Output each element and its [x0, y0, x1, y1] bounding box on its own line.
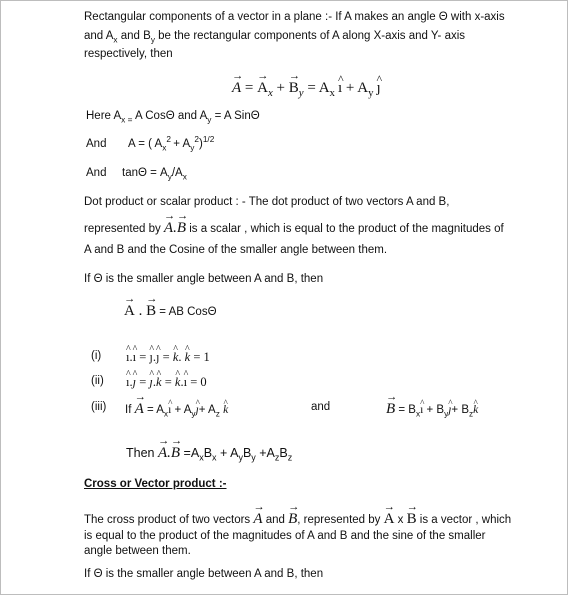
ay-term: A: [357, 80, 369, 96]
item-i-value: = 1: [190, 350, 210, 364]
dot-line-3: [84, 244, 387, 256]
dot-text-2a: represented by: [84, 223, 164, 235]
then-r6: B: [279, 446, 288, 460]
vector-by: → B: [289, 80, 299, 97]
item-ii-value: = 0: [187, 375, 207, 389]
dot-text-2b: is a scalar , which is equal to the product of the magnitudes of: [186, 223, 504, 235]
components-line: Here $A_x$ $_=$ A CosΘ and $A_y = A$ SinΘ: [86, 110, 260, 125]
tan-text-1: tanΘ = A: [122, 167, 168, 179]
dot-line-2: represented by → A.→ B is a scalar , which is equal to the product of the magnitudes of: [84, 220, 504, 237]
vector-b-2: → B: [146, 303, 156, 320]
magnitude-line: [86, 138, 106, 150]
tan-line: [86, 167, 106, 179]
dot-line-1: [84, 196, 510, 208]
plus-sign-2: +: [342, 80, 358, 96]
intro-text-3: respectively, then: [84, 48, 173, 60]
magnitude-text-2: + A: [173, 138, 191, 150]
equals-sign: =: [241, 80, 258, 96]
cross-line-1: The cross product of two vectors → A and → B, represented by → A x → B is a vector , which: [84, 511, 511, 528]
item-number: (i): [91, 350, 102, 362]
and-label-2: And: [86, 167, 107, 179]
cross-product-heading: [84, 478, 227, 490]
tan-text-2: /A: [171, 167, 183, 179]
if-text-1: If Θ is the smaller angle between A and B, then: [84, 273, 324, 285]
sub-x-2: x: [329, 87, 335, 99]
intro-line-2: and $A_x$ and $B_y$ be the rectangular components of A along X-axis and Y- axis: [84, 30, 466, 45]
here-text-3: = A SinΘ: [211, 110, 260, 122]
vector-b-dot: → B: [177, 220, 186, 237]
magnitude-text-1: A = ( A: [128, 138, 163, 150]
intro-line-1: [84, 11, 510, 23]
and-label-1: And: [86, 138, 107, 150]
unit-i: ^ ı: [338, 80, 342, 97]
sub-x: x: [267, 87, 273, 99]
vector-a: → A: [232, 80, 241, 97]
intro-text-2c: be the rectangular components of A along X-axis and Y- axis: [154, 30, 466, 42]
vector-ax: → A: [257, 80, 268, 97]
here-text-2: A CosΘ and A: [132, 110, 208, 122]
if-text-2: If Θ is the smaller angle between A and B, then: [84, 568, 324, 580]
dot-text-1: Dot product or scalar product : - The dot product of two vectors A and B,: [84, 196, 450, 208]
sub-y: y: [298, 87, 304, 99]
if-line-1: [84, 273, 323, 285]
item-i-num: [91, 350, 101, 362]
then-text: Then: [126, 446, 158, 460]
here-text-1: Here A: [86, 110, 122, 122]
cross-text-1e: is a vector , which: [416, 514, 512, 526]
dot-text-3: A and B and the Cosine of the smaller angle between them.: [84, 244, 388, 256]
if-line-2: [84, 568, 323, 580]
tan-formula: $\tan\Theta = A_y/A_x$: [122, 167, 187, 182]
item-iii: $If \to A = A_x\^{}$ ı + $A_y\^{}$ ȷ+ $A_z$ ^ k: [125, 401, 228, 418]
if-word: If: [125, 404, 135, 416]
ab-cos-text: = AB CosΘ: [156, 306, 217, 318]
then-line: Then → $A.\to B =A_xB_x + A_yB_y +A_zB_z$: [126, 445, 292, 462]
cross-text-1c: , represented by: [297, 514, 384, 526]
sub-y-2: y: [368, 87, 374, 99]
cross-line-3: [84, 545, 191, 557]
intro-text-2a: and A: [84, 30, 114, 42]
dot-product-formula: [124, 303, 217, 320]
cross-heading-text: Cross or Vector product :-: [84, 478, 227, 490]
item-number: (ii): [91, 375, 104, 387]
cross-text-1b: and: [262, 514, 289, 526]
item-ii-num: [91, 375, 104, 387]
item-iii-num: [91, 401, 106, 413]
dot-sign: .: [134, 303, 147, 319]
magnitude-text-3: ): [198, 138, 203, 150]
equals-sign-2: =: [303, 80, 319, 96]
cross-line-2: [84, 530, 510, 542]
intro-text-2b: and B: [117, 30, 151, 42]
cross-text-1a: The cross product of two vectors: [84, 514, 254, 526]
then-r5: +A: [255, 446, 275, 460]
then-r2: B: [203, 446, 213, 460]
magnitude-formula: A = ( $A_x^2 + A_y^2)^{1/2}$: [128, 135, 215, 153]
item-i: ^ ı.^ ı = ^ ȷ.^ ȷ = ^ k. ^ k = 1: [126, 350, 210, 365]
item-ii: ^ ı.^ ȷ = ^ ȷ.^ k = ^ k.^ ı = 0: [126, 375, 207, 390]
then-r3: + A: [216, 446, 239, 460]
cross-text-3: angle between them.: [84, 545, 191, 557]
main-equation: [232, 80, 381, 97]
plus-sign: +: [272, 80, 289, 96]
item-number: (iii): [91, 401, 107, 413]
vector-b-expansion: → $B = B_x\^{}$ ı + $B_y\^{}$ ȷ+ $B_z\^{}$ k: [386, 401, 478, 418]
unit-j: ^ ȷ: [377, 80, 381, 97]
ax-term: A: [318, 80, 330, 96]
intro-text-1: Rectangular components of a vector in a plane :- If A makes an angle Θ with x-axis: [84, 11, 505, 23]
then-r1: =A: [180, 446, 200, 460]
cross-text-1d: x: [394, 514, 407, 526]
cross-text-2: is equal to the product of the magnitudes of A and B and the sine of the smaller: [84, 530, 486, 542]
then-r4: B: [242, 446, 252, 460]
vector-a-dot: → A: [164, 220, 173, 237]
vector-a-2: → A: [124, 303, 135, 320]
and-word-3: [311, 401, 330, 413]
and-text-3: and: [311, 401, 331, 413]
intro-line-3: [84, 48, 173, 60]
